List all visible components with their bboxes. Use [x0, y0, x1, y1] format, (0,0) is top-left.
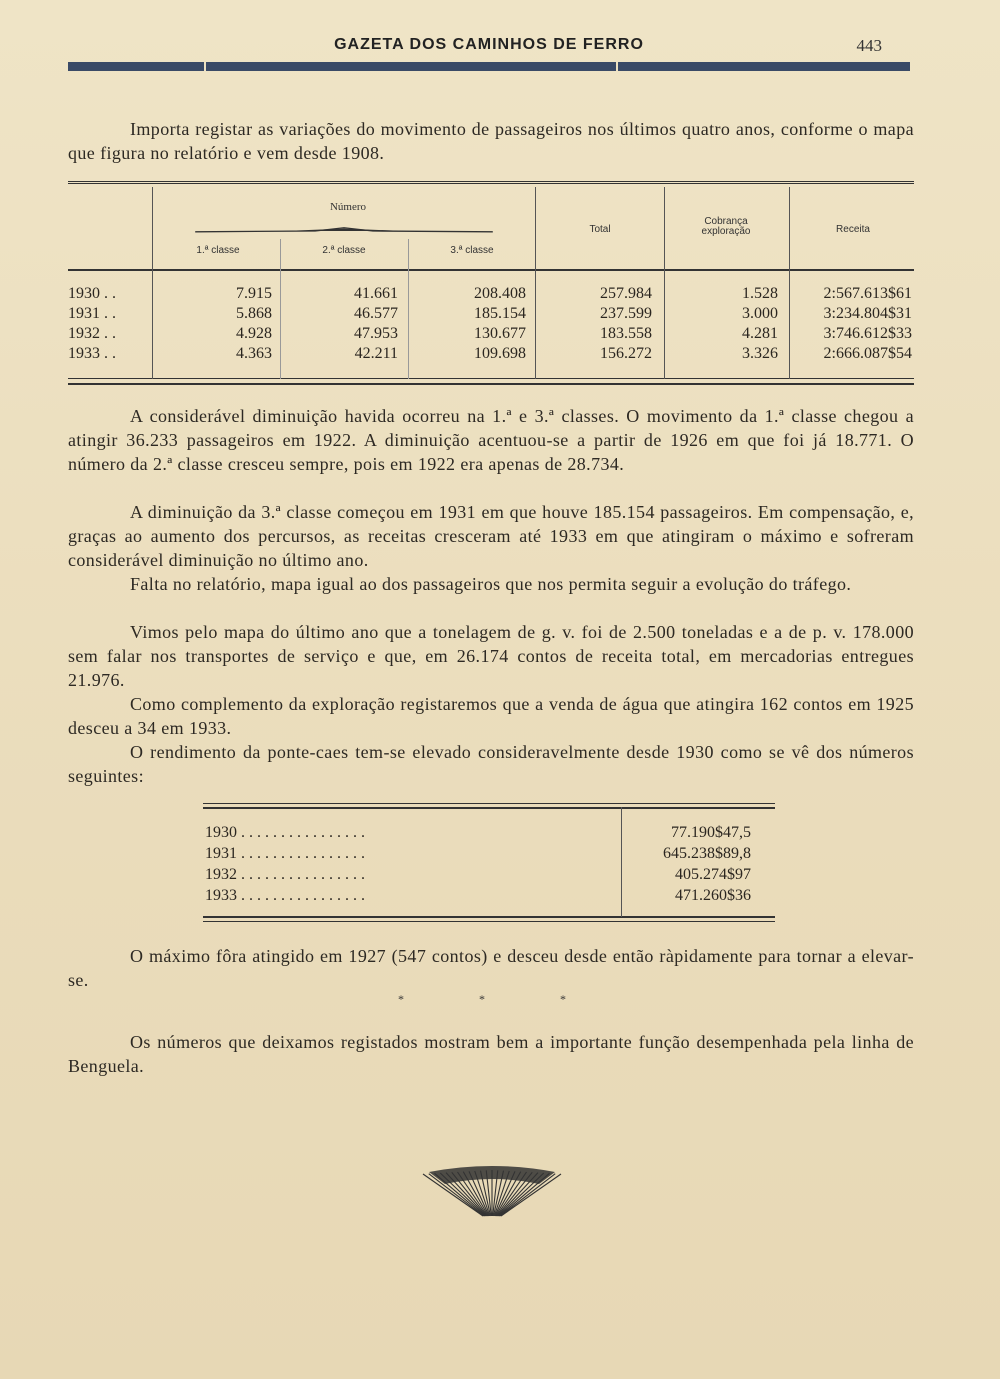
paragraph-3: A diminuição da 3.ª classe começou em 1931 em que houve 185.154 passageiros. Em compensação, e, graças ao aumento dos percursos, as receitas cresceram até 1933 em que atingiram o máximo e sofreram considerável diminuição no último ano. — [68, 502, 914, 570]
row-year: 1932 . . . . . . . . . . . . . . . . — [205, 866, 365, 883]
row-year: 1930 . . . . . . . . . . . . . . . . — [205, 824, 365, 841]
cell-rec: 2:666.087$54 — [823, 345, 912, 362]
cell-cob: 3.000 — [742, 305, 778, 322]
header-rule — [68, 62, 910, 71]
cell-c2: 41.661 — [354, 285, 398, 302]
cell-c3: 185.154 — [474, 305, 526, 322]
cell-c1: 4.928 — [236, 325, 272, 342]
cell-c2: 47.953 — [354, 325, 398, 342]
cell-year: 1930 . . — [68, 285, 116, 302]
cell-year: 1933 . . — [68, 345, 116, 362]
cell-cob: 3.326 — [742, 345, 778, 362]
cell-c3: 208.408 — [474, 285, 526, 302]
paragraph-4: Falta no relatório, mapa igual ao dos passageiros que nos permita seguir a evolução do tráfego. — [130, 574, 852, 594]
row-year: 1931 . . . . . . . . . . . . . . . . — [205, 845, 365, 862]
header-total: Total — [589, 224, 611, 235]
header-numero: Número — [329, 201, 367, 213]
row-year: 1933 . . . . . . . . . . . . . . . . — [205, 887, 365, 904]
cell-total: 257.984 — [600, 285, 652, 302]
row-value: 471.260$36 — [675, 887, 751, 904]
header-receita: Receita — [836, 224, 870, 235]
paragraph-7: O rendimento da ponte-caes tem-se elevado consideravelmente desde 1930 como se vê dos números seguintes: — [68, 742, 914, 786]
paragraph-9: Os números que deixamos registados mostram bem a importante função desempenhada pela linha de Benguela. — [68, 1032, 914, 1076]
cell-total: 183.558 — [600, 325, 652, 342]
paragraph-1: Importa registar as variações do movimento de passageiros nos últimos quatro anos, conforme o mapa que figura no relatório e vem desde 1908. — [68, 119, 914, 163]
paragraph-6: Como complemento da exploração registaremos que a venda de água que atingira 162 contos em 1925 desceu a 34 em 1933. — [68, 694, 914, 738]
header-3-classe: 3.ª classe — [450, 245, 494, 256]
page-number: 443 — [856, 36, 882, 55]
header-2-classe: 2.ª classe — [322, 245, 366, 256]
header-1-classe: 1.ª classe — [196, 245, 240, 256]
cell-rec: 2:567.613$61 — [823, 285, 912, 302]
cell-c3: 109.698 — [474, 345, 526, 362]
cell-rec: 3:746.612$33 — [823, 325, 912, 342]
cell-total: 237.599 — [600, 305, 652, 322]
paragraph-8: O máximo fôra atingido em 1927 (547 contos) e desceu desde então ràpidamente para tornar a elevar-se. — [68, 946, 914, 990]
paragraph-5: Vimos pelo mapa do último ano que a tonelagem de g. v. foi de 2.500 toneladas e a de p. v. 178.000 sem falar nos transportes de serviço e que, em 26.174 contos de receita total, em mercadorias entregues 21.976. — [68, 622, 914, 690]
cell-c1: 5.868 — [236, 305, 272, 322]
cell-year: 1932 . . — [68, 325, 116, 342]
cell-c1: 4.363 — [236, 345, 272, 362]
row-value: 405.274$97 — [675, 866, 751, 883]
cell-year: 1931 . . — [68, 305, 116, 322]
row-value: 645.238$89,8 — [663, 845, 751, 862]
cell-total: 156.272 — [600, 345, 652, 362]
journal-title: GAZETA DOS CAMINHOS DE FERRO — [334, 36, 644, 53]
brace-icon — [158, 227, 530, 235]
cell-c2: 42.211 — [354, 345, 398, 362]
cell-rec: 3:234.804$31 — [823, 305, 912, 322]
ornament-icon — [409, 1158, 575, 1220]
ponte-caes-table — [203, 803, 775, 921]
passengers-table — [68, 181, 914, 386]
row-value: 77.190$47,5 — [671, 824, 751, 841]
cell-c2: 46.577 — [354, 305, 398, 322]
header-cobranca: Cobrança exploração — [701, 216, 751, 237]
section-separator: * * * — [398, 992, 602, 1006]
cell-cob: 4.281 — [742, 325, 778, 342]
cell-c3: 130.677 — [474, 325, 526, 342]
paragraph-2: A considerável diminuição havida ocorreu na 1.ª e 3.ª classes. O movimento da 1.ª classe chegou a atingir 36.233 passageiros em 1922. A diminuição acentuou-se a partir de 1926 em que foi já 18.771. O número da 2.ª classe cresceu sempre, pois em 1922 era apenas de 28.734. — [68, 406, 914, 474]
cell-c1: 7.915 — [236, 285, 272, 302]
cell-cob: 1.528 — [742, 285, 778, 302]
